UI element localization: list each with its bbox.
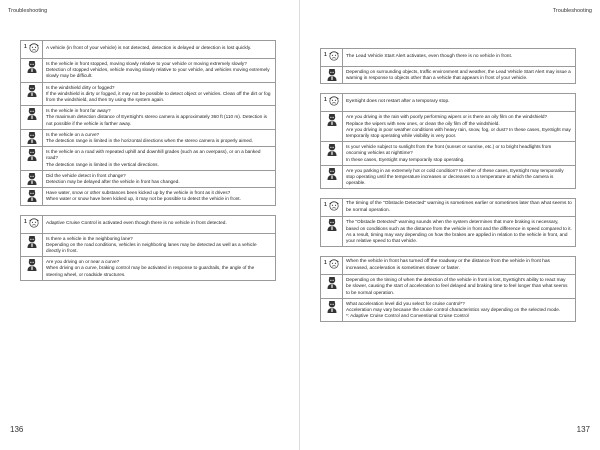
mechanic-person-icon [321, 217, 343, 246]
check-text: Is the vehicle on a road with repeated uphill and downhill grades (such as an overpass), or on a banked road? The detection range is limited in the vertical directions. [46, 149, 261, 167]
mechanic-person-icon [21, 59, 43, 82]
mechanic-person-icon [21, 130, 43, 146]
page-header: Troubleshooting [552, 8, 592, 14]
check-text: Is the windshield dirty or fogged? If the windshield is dirty or fogged, it may not be possible to detect object or vehicles. Clean off the dirt or fog from the windshield, and then try using the system again. [46, 84, 271, 103]
mechanic-person-icon [21, 171, 43, 187]
svg-text:1: 1 [23, 218, 27, 225]
check-item-row [320, 112, 576, 142]
check-item-row [20, 234, 276, 258]
svg-text:1: 1 [323, 202, 327, 209]
problem-text: EyeSight does not restart after a temporary stop. [346, 99, 450, 105]
problem-row [320, 48, 576, 67]
problem-row [20, 40, 276, 59]
check-item-row [20, 83, 276, 107]
mechanic-person-icon [21, 83, 43, 106]
problem-block [20, 215, 276, 281]
problem-text: When the vehicle in front has turned off the roadway or the distance from the vehicle in front has increased, acceleration is sometimes slower or faster. [346, 259, 550, 271]
check-text: Have water, snow or other substances been kicked up by the vehicle in front as it drives? When water or snow have been kicked up, it may not be possible to detect the vehicle in front. [46, 190, 241, 202]
mechanic-person-icon [321, 67, 343, 83]
problem-block [320, 198, 576, 247]
check-text: Is your vehicle subject to sunlight from the front (sunset or sunrise, etc.) or to bright headlights from oncoming vehicles at nighttime? In these cases, EyeSight may temporarily stop operating. [346, 144, 552, 162]
problem-block [20, 40, 276, 206]
problem-row [20, 215, 276, 234]
mechanic-person-icon [21, 106, 43, 129]
check-item-row [20, 171, 276, 188]
check-item-row [20, 257, 276, 281]
warning-person-icon [321, 49, 343, 66]
check-item-row [20, 147, 276, 171]
check-item-row [320, 275, 576, 299]
mechanic-person-icon [21, 147, 43, 170]
check-item-row [320, 67, 576, 84]
page-header: Troubleshooting [8, 8, 48, 14]
check-text: Depending on the timing of when the detection of the vehicle in front is lost, EyeSight's ability to react may be slower, causing the start of acceleration to feel delayed and braking time to feel longer than what seems to be normal operation. [346, 277, 568, 295]
check-item-row [320, 299, 576, 323]
mechanic-person-icon [321, 166, 343, 189]
problem-row [320, 93, 576, 112]
warning-person-icon [321, 94, 343, 111]
warning-person-icon [321, 257, 343, 274]
check-item-row [20, 188, 276, 205]
mechanic-person-icon [321, 142, 343, 165]
svg-text:1: 1 [323, 52, 327, 58]
mechanic-person-icon [321, 299, 343, 322]
problem-block [320, 256, 576, 322]
check-item-row [20, 106, 276, 130]
check-text: Did the vehicle detect in front change? Detection may be delayed after the vehicle in front has changed. [46, 172, 180, 185]
check-item-row [20, 130, 276, 147]
check-text: Is the vehicle in front far away? The maximum detection distance of EyeSight's stereo camera is approximately 360 ft (110 m). Detection is not possible if the vehicle is farther away. [46, 108, 267, 126]
check-text: Is the vehicle in front stopped, moving slowly relative to your vehicle or moving extremely slowly? Detection of stopped vehicles, vehicle moving slowly relative to your vehicle, and vehicles moving extremely slowly may be difficult. [46, 61, 270, 79]
mechanic-person-icon [21, 257, 43, 280]
check-text: The "Obstacle Detected" warning sounds when the system determines that more braking is necessary, based on conditions such as the distance from the vehicle in front and the difference in speed compared to it. As a result, timing may vary depending on how the brakes are applied in relation to the vehicle in front, and your relative speed to that vehicle. [346, 219, 572, 244]
check-text: Are you driving on or near a curve? When driving on a curve, braking control may be activated in response to guardrails, the angle of the steering wheel, or roadside structures. [46, 259, 255, 277]
problem-row [320, 198, 576, 217]
mechanic-person-icon [21, 234, 43, 257]
check-text: Are you driving in the rain with poorly performing wipers or is there an oily film on the windshield? Replace the wipers with new ones, or clean the oily film off the windshield. Are you driving in poor weather conditions with heavy rain, snow, fog, or dust? In these cases, EyeSight may temporarily stop operating while visibility is very poor. [346, 114, 571, 139]
svg-text:1: 1 [323, 260, 327, 267]
check-text: Is there a vehicle in the neighboring lane? Depending on the road conditions, vehicles in neighboring lanes may be detected as well as a vehicle directly in front. [46, 235, 257, 254]
svg-text:1: 1 [323, 97, 327, 104]
page-number: 136 [10, 425, 24, 434]
svg-text:1: 1 [23, 44, 27, 50]
check-item-row [320, 166, 576, 190]
troubleshooting-content [20, 40, 276, 290]
page-number: 137 [576, 425, 590, 434]
mechanic-person-icon [21, 188, 43, 204]
problem-text: The Lead Vehicle Start Alert activates, even though there is no vehicle in front. [346, 54, 513, 60]
problem-block [320, 93, 576, 189]
right-page [300, 0, 600, 450]
problem-text: The timing of the "Obstacle Detected" warning is sometimes earlier or sometimes later than what seems to be normal operation. [346, 201, 572, 213]
check-text: Depending on surrounding objects, traffic environment and weather, the Lead Vehicle Start Alert may issue a warning in response to objects other than a vehicle that appears in front of your vehicle. [346, 69, 571, 81]
check-item-row [20, 59, 276, 83]
mechanic-person-icon [321, 275, 343, 298]
mechanic-person-icon [321, 112, 343, 141]
problem-text: A vehicle (in front of your vehicle) is not detected, detection is delayed or detection is lost quickly. [46, 46, 252, 52]
warning-person-icon [21, 41, 43, 58]
warning-person-icon [321, 199, 343, 216]
check-item-row [320, 142, 576, 166]
check-text: Are you parking in an extremely hot or cold condition? In either of these cases, EyeSight may temporarily stop operating until the temperature increases or decreases to a temperature at which the camera is operable. [346, 167, 564, 186]
troubleshooting-content [320, 48, 576, 331]
check-text: What acceleration level did you select for cruise control*? Acceleration may vary because the cruise control characteristics vary depending on the selected mode. *: Adaptive Cruise Control and Conventional Cruise Control [346, 300, 561, 319]
check-item-row [320, 217, 576, 247]
warning-person-icon [21, 216, 43, 233]
check-text: Is the vehicle on a curve? The detection range is limited in the horizontal directions when the stereo camera is properly aimed. [46, 131, 253, 144]
problem-row [320, 256, 576, 275]
problem-text: Adaptive Cruise Control is activated even though there is no vehicle in front detected. [46, 220, 227, 226]
problem-block [320, 48, 576, 84]
